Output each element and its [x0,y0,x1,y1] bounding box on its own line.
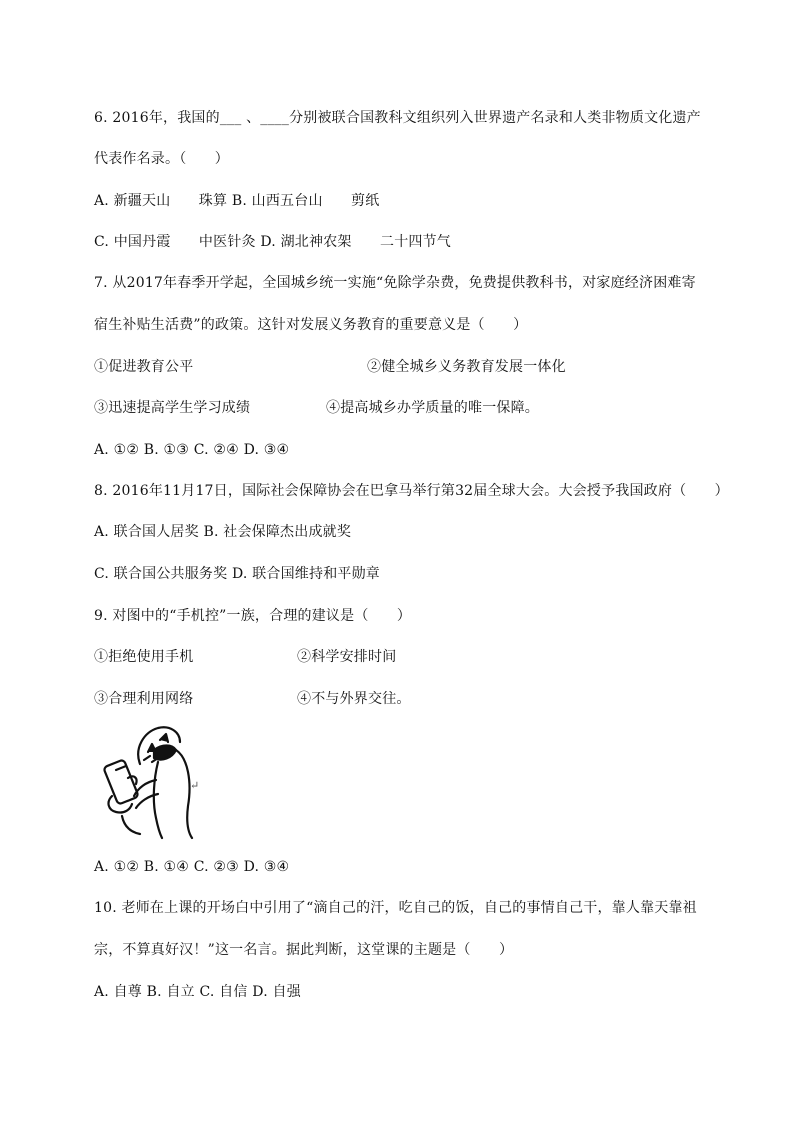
phone-addict-cartoon-icon [96,722,204,840]
q10-stem-line2: 宗，不算真好汉！”这一名言。据此判断，这堂课的主题是（ ） [94,942,514,958]
q8-options-ab: A. 联合国人居奖 B. 社会保障杰出成就奖 [94,524,352,540]
q7-stem-line2: 宿生补贴生活费”的政策。这针对发展义务教育的重要意义是（ ） [94,317,528,333]
q7-item-4: ④提高城乡办学质量的唯一保障。 [326,400,539,416]
q9-item-2: ②科学安排时间 [297,649,397,665]
paragraph-return-mark: ↵ [190,779,200,792]
q6-stem-line1: 6. 2016年，我国的___ 、____分别被联合国教科文组织列入世界遗产名录和人类非物质文化遗产 [94,110,701,126]
q7-options: A. ①② B. ①③ C. ②④ D. ③④ [94,442,290,458]
q9-options: A. ①② B. ①④ C. ②③ D. ③④ [94,859,290,875]
q6-options-cd: C. 中国丹霞 中医针灸 D. 湖北神农架 二十四节气 [94,234,451,250]
q8-stem: 8. 2016年11月17日，国际社会保障协会在巴拿马举行第32届全球大会。大会授予我国政府（ ） [94,483,729,499]
q10-options: A. 自尊 B. 自立 C. 自信 D. 自强 [94,984,301,1000]
q9-item-4: ④不与外界交往。 [297,691,411,707]
q6-stem-line2: 代表作名录。（ ） [94,151,229,167]
q7-stem-line1: 7. 从2017年春季开学起，全国城乡统一实施“免除学杂费，免费提供教科书，对家庭经济困难寄 [94,275,696,291]
q7-item-1: ①促进教育公平 [94,359,194,375]
q9-stem: 9. 对图中的“手机控”一族，合理的建议是（ ） [94,608,412,624]
q9-item-3: ③合理利用网络 [94,691,194,707]
q7-item-3: ③迅速提高学生学习成绩 [94,400,251,416]
q10-stem-line1: 10. 老师在上课的开场白中引用了“滴自己的汗，吃自己的饭，自己的事情自己干，靠人靠天靠祖 [94,900,697,916]
q9-item-1: ①拒绝使用手机 [94,649,194,665]
q7-item-2: ②健全城乡义务教育发展一体化 [367,359,566,375]
q8-options-cd: C. 联合国公共服务奖 D. 联合国维持和平勋章 [94,566,380,582]
q6-options-ab: A. 新疆天山 珠算 B. 山西五台山 剪纸 [94,193,380,209]
